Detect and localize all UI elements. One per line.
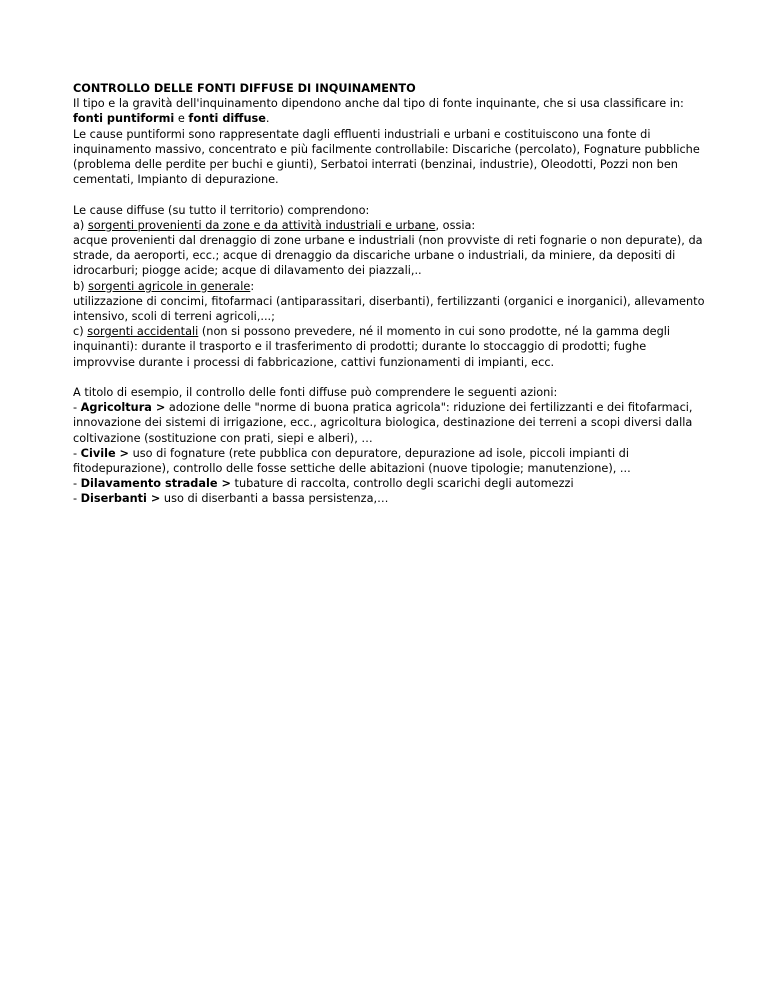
item-a-label: sorgenti provenienti da zone e da attività industriali e urbane	[87, 218, 436, 232]
item-a-suffix: , ossia:	[435, 218, 476, 232]
item-a-heading	[73, 218, 709, 233]
item-b-prefix: b)	[73, 279, 89, 293]
paragraph-gap	[73, 187, 709, 202]
action-label: Civile >	[80, 446, 130, 460]
item-c-prefix: c)	[73, 325, 88, 339]
item-b-heading	[73, 279, 709, 294]
intro-conjunction: e	[174, 112, 189, 126]
point-sources-paragraph: Le cause puntiformi sono rappresentate dagli effluenti industriali e urbani e costituiscono una fonte di inquinamento massivo, concentrato e più facilmente controllabile: Discariche (percolato), Fognature pubbliche (problema delle perdite per buchi e giunti), Serbatoi interrati (benzinai, industrie), Oleodotti, Pozzi non ben cementati, Impianto di depurazione.	[73, 127, 700, 187]
action-item	[73, 491, 709, 506]
term-puntiformi: fonti puntiformi	[73, 112, 175, 126]
action-label: Agricoltura >	[80, 401, 166, 415]
action-text: uso di fognature (rete pubblica con depuratore, depurazione ad isole, piccoli impianti di fitodepurazione), controllo delle fosse settiche delle abitazioni (nuove tipologie; manutenzione), ...	[73, 446, 631, 476]
intro-text: Il tipo e la gravità dell'inquinamento dipendono anche dal tipo di fonte inquinante, che si usa classificare in:	[73, 97, 684, 111]
action-text: uso di diserbanti a bassa persistenza,…	[160, 492, 389, 506]
document-title: CONTROLLO DELLE FONTI DIFFUSE DI INQUINAMENTO	[73, 82, 416, 95]
item-b-suffix: :	[250, 279, 255, 293]
action-text: tubature di raccolta, controllo degli scarichi degli automezzi	[230, 477, 574, 491]
item-c-paragraph	[73, 324, 709, 370]
term-diffuse: fonti diffuse	[188, 112, 266, 126]
document-body	[73, 81, 709, 507]
action-label: Dilavamento stradale >	[80, 477, 231, 491]
action-dash: -	[73, 401, 81, 415]
intro-period: .	[265, 112, 270, 126]
action-item	[73, 476, 709, 491]
action-dash: -	[73, 446, 81, 460]
action-item	[73, 446, 709, 476]
item-c-label: sorgenti accidentali	[87, 325, 199, 339]
action-dash: -	[73, 492, 81, 506]
action-text: adozione delle "norme di buona pratica agricola": riduzione dei fertilizzanti e dei fitofarmaci, innovazione dei sistemi di irrigazione, ecc., agricoltura biologica, destinazione dei terreni a scopi diversi dalla coltivazione (sostituzione con prati, siepi e alberi), …	[73, 401, 693, 445]
paragraph-gap	[73, 370, 709, 385]
item-c-text: (non si possono prevedere, né il momento in cui sono prodotte, né la gamma degli inquinanti): durante il trasporto e il trasferimento di prodotti; durante lo stoccaggio di prodotti; fughe improvvise durante i processi di fabbricazione, cattivi funzionamenti di impianti, ecc.	[73, 325, 671, 369]
item-a-prefix: a)	[73, 218, 88, 232]
item-b-text: utilizzazione di concimi, fitofarmaci (antiparassitari, diserbanti), fertilizzanti (organici e inorganici), allevamento intensivo, scoli di terreni agricoli,...;	[73, 294, 705, 324]
item-b-label: sorgenti agricole in generale	[88, 279, 251, 293]
item-a-text: acque provenienti dal drenaggio di zone urbane e industriali (non provviste di reti fognarie o non depurate), da strade, da aeroporti, ecc.; acque di drenaggio da discariche urbane o industriali, da miniere, da depositi di idrocarburi; piogge acide; acque di dilavamento dei piazzali,..	[73, 234, 703, 278]
action-item	[73, 400, 709, 446]
diffuse-causes-intro: Le cause diffuse (su tutto il territorio) comprendono:	[73, 203, 370, 217]
intro-paragraph	[73, 96, 709, 126]
actions-intro: A titolo di esempio, il controllo delle fonti diffuse può comprendere le seguenti azioni:	[73, 386, 558, 400]
action-dash: -	[73, 477, 81, 491]
action-label: Diserbanti >	[80, 492, 161, 506]
